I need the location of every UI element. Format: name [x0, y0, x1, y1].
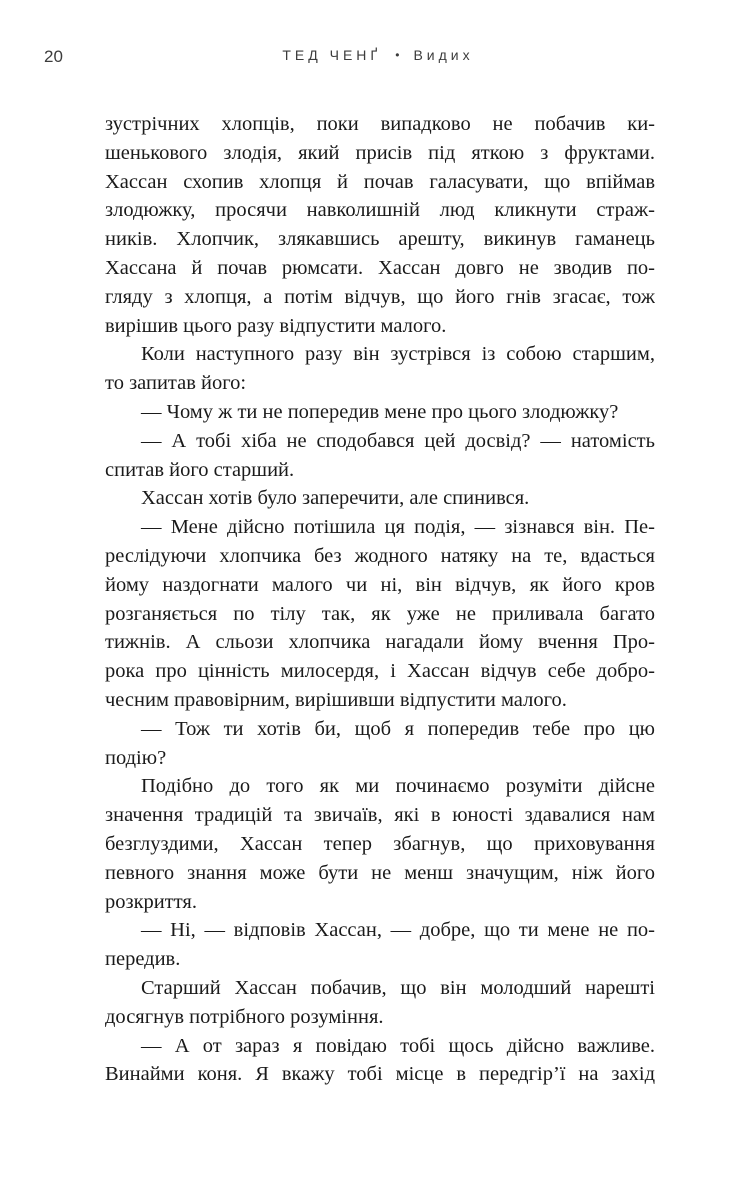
- page-header: [0, 47, 756, 69]
- text-line: злодюжку, просячи навколишній люд кликнути страж-: [105, 199, 655, 222]
- text-line: зустрічних хлопців, поки випадково не побачив ки-: [105, 113, 655, 135]
- text-line: рока про цінність милосердя, і Хассан відчув себе добро-: [105, 660, 655, 683]
- text-line: Коли наступного разу він зустрівся із собою старшим,: [141, 343, 655, 366]
- text-line: йому наздогнати малого чи ні, він відчув, як його кров: [105, 573, 655, 596]
- text-line: ників. Хлопчик, злякавшись арешту, викинув гаманець: [105, 228, 655, 251]
- running-head: [0, 47, 756, 63]
- text-line: шенькового злодія, який присів під яткою з фруктами.: [105, 141, 655, 164]
- text-line: подію?: [105, 746, 167, 769]
- running-head-author: ТЕД ЧЕНҐ: [282, 47, 382, 63]
- text-line: — Тож ти хотів би, щоб я попередив тебе про цю: [141, 717, 655, 740]
- text-line: то запитав його:: [105, 372, 247, 395]
- text-line: реслідуючи хлопчика без жодного натяку на те, вдасться: [105, 544, 655, 567]
- running-head-title: Видих: [413, 47, 474, 63]
- text-line: Хассан хотів було заперечити, але спинився.: [141, 487, 530, 510]
- text-line: Подібно до того як ми починаємо розуміти дійсне: [141, 775, 655, 798]
- text-line: значення традицій та звичаїв, які в юності здавалися нам: [105, 804, 655, 827]
- text-line: — Мене дійсно потішила ця подія, — зізнався він. Пе-: [141, 516, 655, 539]
- text-line: спитав його старший.: [105, 458, 295, 481]
- text-line: розганяється по тілу так, як уже не приливала багато: [105, 602, 655, 625]
- text-line: Хассана й почав рюмсати. Хассан довго не зводив по-: [105, 256, 655, 279]
- text-line: — Чому ж ти не попередив мене про цього злодюжку?: [141, 400, 619, 423]
- text-line: певного знання може бути не менш значущим, ніж його: [105, 861, 655, 884]
- text-line: розкриття.: [105, 890, 197, 913]
- text-line: Винайми коня. Я вкажу тобі місце в передгір’ї на захід: [105, 1063, 655, 1086]
- text-block: [105, 110, 655, 1089]
- bullet-separator-icon: •: [395, 48, 400, 62]
- text-line: вирішив цього разу відпустити малого.: [105, 314, 447, 337]
- text-line: тижнів. А сльози хлопчика нагадали йому вчення Про-: [105, 631, 655, 654]
- text-line: Хассан схопив хлопця й почав галасувати, що впіймав: [105, 170, 655, 193]
- text-line: передив.: [105, 948, 181, 971]
- text-line: — Ні, — відповів Хассан, — добре, що ти мене не по-: [141, 919, 655, 942]
- text-line: досягнув потрібного розуміння.: [105, 1005, 384, 1028]
- text-line: — А тобі хіба не сподобався цей досвід? — натомість: [141, 429, 655, 452]
- text-line: Старший Хассан побачив, що він молодший нарешті: [141, 976, 655, 999]
- text-line: гляду з хлопця, а потім відчув, що його гнів згасає, тож: [105, 285, 655, 308]
- text-line: безглуздими, Хассан тепер збагнув, що приховування: [105, 832, 655, 855]
- page-number: 20: [44, 47, 63, 66]
- text-line: — А от зараз я повідаю тобі щось дійсно важливе.: [141, 1034, 655, 1057]
- text-line: чесним правовірним, вирішивши відпустити малого.: [105, 688, 567, 711]
